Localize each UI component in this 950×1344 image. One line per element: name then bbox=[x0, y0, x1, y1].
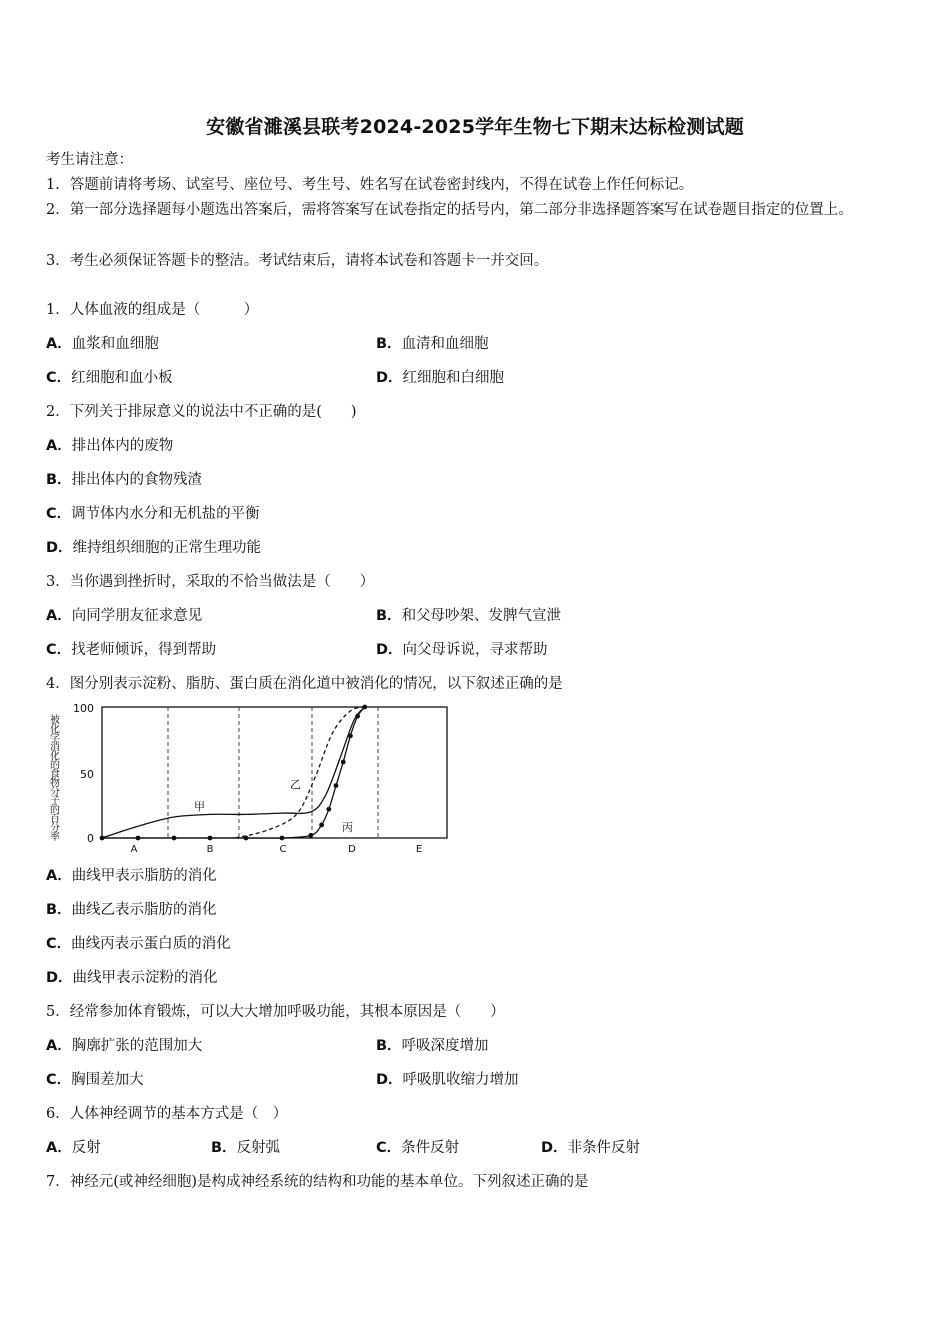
option-label: D． bbox=[376, 642, 403, 658]
option-d[interactable] bbox=[541, 1138, 640, 1158]
option-label: A． bbox=[46, 336, 72, 352]
option-label: D． bbox=[46, 540, 73, 556]
data-point-bing bbox=[172, 836, 177, 841]
option-text: 胸围差加大 bbox=[71, 1072, 144, 1088]
option-a[interactable] bbox=[46, 866, 217, 886]
option-label: B． bbox=[46, 472, 72, 488]
series-label: 甲 bbox=[194, 800, 205, 813]
option-text: 排出体内的食物残渣 bbox=[71, 472, 203, 488]
option-a[interactable] bbox=[46, 606, 202, 626]
y-axis-label: 被化学消化的食物分子的百分率 bbox=[47, 714, 59, 840]
data-point-bing bbox=[280, 836, 285, 841]
option-a[interactable] bbox=[46, 334, 159, 354]
option-c[interactable] bbox=[46, 934, 231, 954]
region-label: D bbox=[348, 844, 356, 855]
y-tick-label: 0 bbox=[87, 832, 94, 845]
series-label: 乙 bbox=[290, 778, 301, 791]
option-text: 红细胞和白细胞 bbox=[402, 370, 505, 386]
question-stem: 1．人体血液的组成是（ ） bbox=[46, 302, 259, 318]
option-label: C． bbox=[46, 936, 72, 952]
option-text: 曲线丙表示蛋白质的消化 bbox=[71, 936, 231, 952]
option-text: 血浆和血细胞 bbox=[71, 336, 159, 352]
option-text: 向父母诉说，寻求帮助 bbox=[402, 642, 548, 658]
data-point-bing bbox=[326, 807, 331, 812]
question-stem: 3．当你遇到挫折时，采取的不恰当做法是（ ） bbox=[46, 574, 375, 590]
option-b[interactable] bbox=[46, 470, 202, 490]
region-label: C bbox=[279, 844, 287, 855]
data-point-bing bbox=[244, 836, 249, 841]
option-text: 向同学朋友征求意见 bbox=[71, 608, 203, 624]
option-b[interactable] bbox=[46, 900, 217, 920]
option-text: 调节体内水分和无机盐的平衡 bbox=[71, 506, 260, 522]
option-b[interactable] bbox=[211, 1138, 280, 1158]
option-text: 反射 bbox=[71, 1140, 101, 1156]
option-label: C． bbox=[46, 642, 72, 658]
option-c[interactable] bbox=[46, 504, 260, 524]
option-d[interactable] bbox=[376, 368, 504, 388]
series-label: 丙 bbox=[342, 821, 353, 834]
option-label: B． bbox=[376, 608, 402, 624]
data-point-bing bbox=[348, 733, 353, 738]
y-tick-label: 100 bbox=[73, 702, 94, 715]
option-d[interactable] bbox=[46, 538, 261, 558]
option-d[interactable] bbox=[46, 968, 218, 988]
option-label: D． bbox=[541, 1140, 568, 1156]
option-text: 非条件反射 bbox=[567, 1140, 641, 1156]
data-point-bing bbox=[319, 823, 324, 828]
data-point-bing bbox=[355, 714, 360, 719]
region-label: A bbox=[130, 844, 138, 855]
series-markers-bing bbox=[100, 705, 368, 841]
option-b[interactable] bbox=[376, 334, 489, 354]
y-tick-label: 50 bbox=[80, 768, 94, 781]
option-label: A． bbox=[46, 438, 72, 454]
option-text: 曲线甲表示淀粉的消化 bbox=[72, 970, 218, 986]
option-text: 呼吸肌收缩力增加 bbox=[402, 1072, 519, 1088]
region-label: E bbox=[415, 844, 423, 855]
data-point-bing bbox=[334, 783, 339, 788]
question-stem: 6．人体神经调节的基本方式是（ ） bbox=[46, 1106, 288, 1122]
notice-item: 2．第一部分选择题每小题选出答案后，需将答案写在试卷指定的括号内，第二部分非选择题答案写在试卷题目指定的位置上。 bbox=[46, 202, 853, 218]
option-label: D． bbox=[376, 370, 403, 386]
question-stem: 5．经常参加体育锻炼，可以大大增加呼吸功能，其根本原因是（ ） bbox=[46, 1004, 505, 1020]
option-text: 反射弧 bbox=[236, 1140, 281, 1156]
option-label: C． bbox=[46, 370, 72, 386]
data-point-bing bbox=[208, 836, 213, 841]
plot-frame bbox=[102, 707, 447, 838]
question-stem: 2．下列关于排尿意义的说法中不正确的是( ) bbox=[46, 404, 357, 420]
data-point-bing bbox=[362, 705, 367, 710]
notice-heading: 考生请注意： bbox=[46, 152, 133, 168]
page-title: 安徽省濉溪县联考2024-2025学年生物七下期末达标检测试题 bbox=[206, 116, 744, 138]
option-c[interactable] bbox=[46, 368, 173, 388]
notice-item: 1．答题前请将考场、试室号、座位号、考生号、姓名写在试卷密封线内，不得在试卷上作任何标记。 bbox=[46, 177, 694, 193]
option-label: A． bbox=[46, 868, 72, 884]
data-point-bing bbox=[100, 836, 105, 841]
option-label: C． bbox=[376, 1140, 402, 1156]
option-text: 红细胞和血小板 bbox=[71, 370, 173, 386]
series-line-bing bbox=[102, 707, 365, 838]
option-text: 曲线甲表示脂肪的消化 bbox=[71, 868, 217, 884]
option-label: D． bbox=[46, 970, 73, 986]
option-a[interactable] bbox=[46, 436, 173, 456]
option-label: A． bbox=[46, 1038, 72, 1054]
option-label: A． bbox=[46, 608, 72, 624]
option-text: 和父母吵架、发脾气宣泄 bbox=[401, 608, 562, 624]
option-text: 曲线乙表示脂肪的消化 bbox=[71, 902, 217, 918]
option-label: A． bbox=[46, 1140, 72, 1156]
option-text: 排出体内的废物 bbox=[71, 438, 174, 454]
option-text: 胸廓扩张的范围加大 bbox=[71, 1038, 203, 1054]
option-text: 呼吸深度增加 bbox=[401, 1038, 489, 1054]
option-d[interactable] bbox=[376, 1070, 519, 1090]
data-point-bing bbox=[341, 760, 346, 765]
option-a[interactable] bbox=[46, 1138, 101, 1158]
option-b[interactable] bbox=[376, 1036, 489, 1056]
option-label: D． bbox=[376, 1072, 403, 1088]
option-label: C． bbox=[46, 506, 72, 522]
option-c[interactable] bbox=[46, 1070, 144, 1090]
option-label: B． bbox=[376, 1038, 402, 1054]
option-text: 血清和血细胞 bbox=[401, 336, 489, 352]
question-stem: 4．图分别表示淀粉、脂肪、蛋白质在消化道中被消化的情况，以下叙述正确的是 bbox=[46, 676, 563, 692]
option-text: 条件反射 bbox=[401, 1140, 460, 1156]
data-point-bing bbox=[136, 836, 141, 841]
digestion-chart bbox=[44, 702, 454, 858]
option-label: B． bbox=[211, 1140, 237, 1156]
option-c[interactable] bbox=[376, 1138, 459, 1158]
option-b[interactable] bbox=[376, 606, 561, 626]
region-label: B bbox=[206, 844, 214, 855]
option-c[interactable] bbox=[46, 640, 216, 660]
option-label: C． bbox=[46, 1072, 72, 1088]
series-line-yi bbox=[235, 707, 365, 838]
question-stem: 7．神经元(或神经细胞)是构成神经系统的结构和功能的基本单位。下列叙述正确的是 bbox=[46, 1174, 589, 1190]
data-point-bing bbox=[308, 833, 313, 838]
option-label: B． bbox=[46, 902, 72, 918]
option-label: B． bbox=[376, 336, 402, 352]
option-a[interactable] bbox=[46, 1036, 202, 1056]
notice-item: 3．考生必须保证答题卡的整洁。考试结束后，请将本试卷和答题卡一并交回。 bbox=[46, 253, 549, 269]
option-text: 维持组织细胞的正常生理功能 bbox=[72, 540, 262, 556]
option-text: 找老师倾诉，得到帮助 bbox=[71, 642, 217, 658]
option-d[interactable] bbox=[376, 640, 548, 660]
